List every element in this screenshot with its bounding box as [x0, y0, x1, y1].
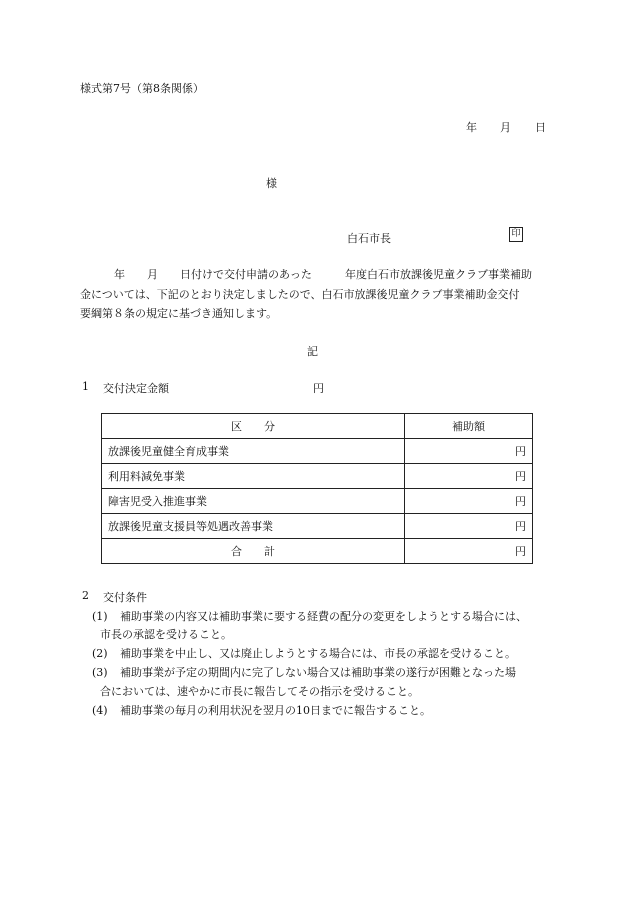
intro-line2: 金については、下記のとおり決定しましたので、白石市放課後児童クラブ事業補助金交付: [80, 288, 520, 301]
row-label: 放課後児童健全育成事業: [102, 439, 405, 464]
date-month: 月: [500, 121, 511, 134]
condition-number: (1): [92, 610, 108, 623]
section1-label: 交付決定金額: [103, 382, 169, 395]
total-amount: 円: [405, 539, 533, 564]
intro-year: 年: [114, 268, 125, 281]
condition-number: (3): [92, 666, 108, 679]
row-amount: 円: [405, 514, 533, 539]
table-row: [102, 439, 533, 464]
section1-number: 1: [82, 380, 89, 393]
table-header-row: [102, 414, 533, 439]
row-amount: 円: [405, 464, 533, 489]
section1-unit: 円: [313, 382, 324, 395]
date-day: 日: [535, 121, 546, 134]
section2-label: 交付条件: [103, 591, 147, 604]
date-year: 年: [466, 121, 477, 134]
header-category: 区 分: [102, 414, 405, 439]
subsidy-table: [101, 413, 533, 564]
intro-line1-rest: 年度白石市放課後児童クラブ事業補助: [345, 268, 532, 281]
row-label: 障害児受入推進事業: [102, 489, 405, 514]
intro-day-text: 日付けで交付申請のあった: [180, 268, 312, 281]
row-amount: 円: [405, 489, 533, 514]
addressee-suffix: 様: [266, 177, 277, 190]
row-label: 放課後児童支援員等処遇改善事業: [102, 514, 405, 539]
intro-month: 月: [147, 268, 158, 281]
table-row: [102, 514, 533, 539]
issuer-title: 白石市長: [347, 232, 391, 245]
row-label: 利用料減免事業: [102, 464, 405, 489]
ki-heading: 記: [307, 345, 318, 358]
condition-number: (2): [92, 647, 108, 660]
table-row: [102, 464, 533, 489]
section2-number: 2: [82, 589, 89, 602]
row-amount: 円: [405, 439, 533, 464]
intro-line3: 要綱第８条の規定に基づき通知します。: [80, 307, 278, 320]
condition-line: 補助事業を中止し、又は廃止しようとする場合には、市長の承認を受けること。: [120, 647, 516, 660]
table-row: [102, 489, 533, 514]
condition-number: (4): [92, 704, 108, 717]
condition-line: 市長の承認を受けること。: [100, 628, 232, 641]
table-total-row: [102, 539, 533, 564]
total-label: 合 計: [102, 539, 405, 564]
seal-mark: 印: [509, 227, 523, 242]
condition-line: 合においては、速やかに市長に報告してその指示を受けること。: [100, 685, 419, 698]
form-label: 様式第7号（第8条関係）: [80, 82, 204, 95]
condition-line: 補助事業の内容又は補助事業に要する経費の配分の変更をしようとする場合には、: [120, 610, 527, 623]
header-amount: 補助額: [405, 414, 533, 439]
condition-line: 補助事業の毎月の利用状況を翌月の10日までに報告すること。: [120, 704, 431, 717]
condition-line: 補助事業が予定の期間内に完了しない場合又は補助事業の遂行が困難となった場: [120, 666, 516, 679]
